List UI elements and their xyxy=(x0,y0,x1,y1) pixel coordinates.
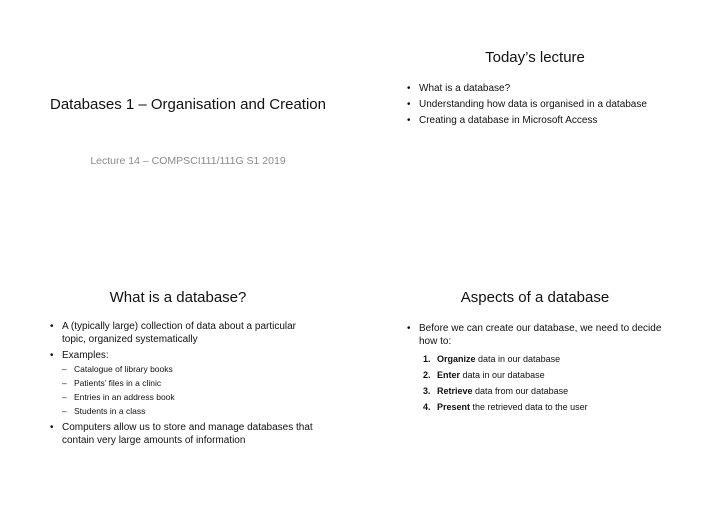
list-item: – Catalogue of library books xyxy=(62,364,173,374)
bullet-list xyxy=(407,82,677,130)
slide-title: Today’s lecture xyxy=(485,49,585,66)
bullet-icon: • xyxy=(407,115,411,126)
list-item: • Before we can create our database, we need to decide how to: 1. Organize data in our database 2. Enter data in our database 3. Retrieve data from our database 4. Present the retrieved data to the user xyxy=(407,322,677,414)
aspects-of-a-database-slide xyxy=(395,280,695,510)
bullet-list xyxy=(50,320,320,450)
list-item: – Patients’ files in a clinic xyxy=(62,378,162,388)
slide-title: What is a database? xyxy=(109,289,247,306)
list-item: • What is a database? xyxy=(407,83,511,94)
bullet-icon: • xyxy=(50,350,54,361)
list-item: • A (typically large) collection of data about a particular topic, organized systematically xyxy=(50,321,297,345)
bullet-icon: • xyxy=(407,99,411,110)
dash-icon: – xyxy=(62,364,67,374)
bullet-icon: • xyxy=(50,422,54,433)
lecture-subtitle: Lecture 14 – COMPSCI111/111G S1 2019 xyxy=(90,155,286,167)
list-item: – Entries in an address book xyxy=(62,392,175,402)
what-is-a-database-slide xyxy=(38,280,338,510)
list-item: – Students in a class xyxy=(62,406,146,416)
bullet-icon: • xyxy=(407,83,411,94)
slide-title: Aspects of a database xyxy=(460,289,610,306)
dash-icon: – xyxy=(62,378,67,388)
list-item: 3. Retrieve data from our database xyxy=(423,386,569,396)
dash-icon: – xyxy=(62,392,67,402)
bullet-list xyxy=(407,322,677,417)
title-slide xyxy=(38,40,338,270)
list-item: 4. Present the retrieved data to the user xyxy=(423,402,588,412)
lecture-title: Databases 1 – Organisation and Creation xyxy=(49,96,326,113)
list-item: • Understanding how data is organised in a database xyxy=(407,99,647,110)
dash-icon: – xyxy=(62,406,67,416)
list-item: • Creating a database in Microsoft Access xyxy=(407,115,598,126)
steps-list xyxy=(419,352,677,414)
list-item: • Examples: – Catalogue of library books – Patients’ files in a clinic – Entries in an address book – Students in a class xyxy=(50,349,320,418)
todays-lecture-slide xyxy=(395,40,695,270)
examples-list xyxy=(62,363,320,418)
list-item: 1. Organize data in our database xyxy=(423,354,561,364)
bullet-icon: • xyxy=(407,323,411,334)
bullet-icon: • xyxy=(50,321,54,332)
list-item: 2. Enter data in our database xyxy=(423,370,545,380)
list-item: • Computers allow us to store and manage databases that contain very large amounts of information xyxy=(50,422,313,446)
